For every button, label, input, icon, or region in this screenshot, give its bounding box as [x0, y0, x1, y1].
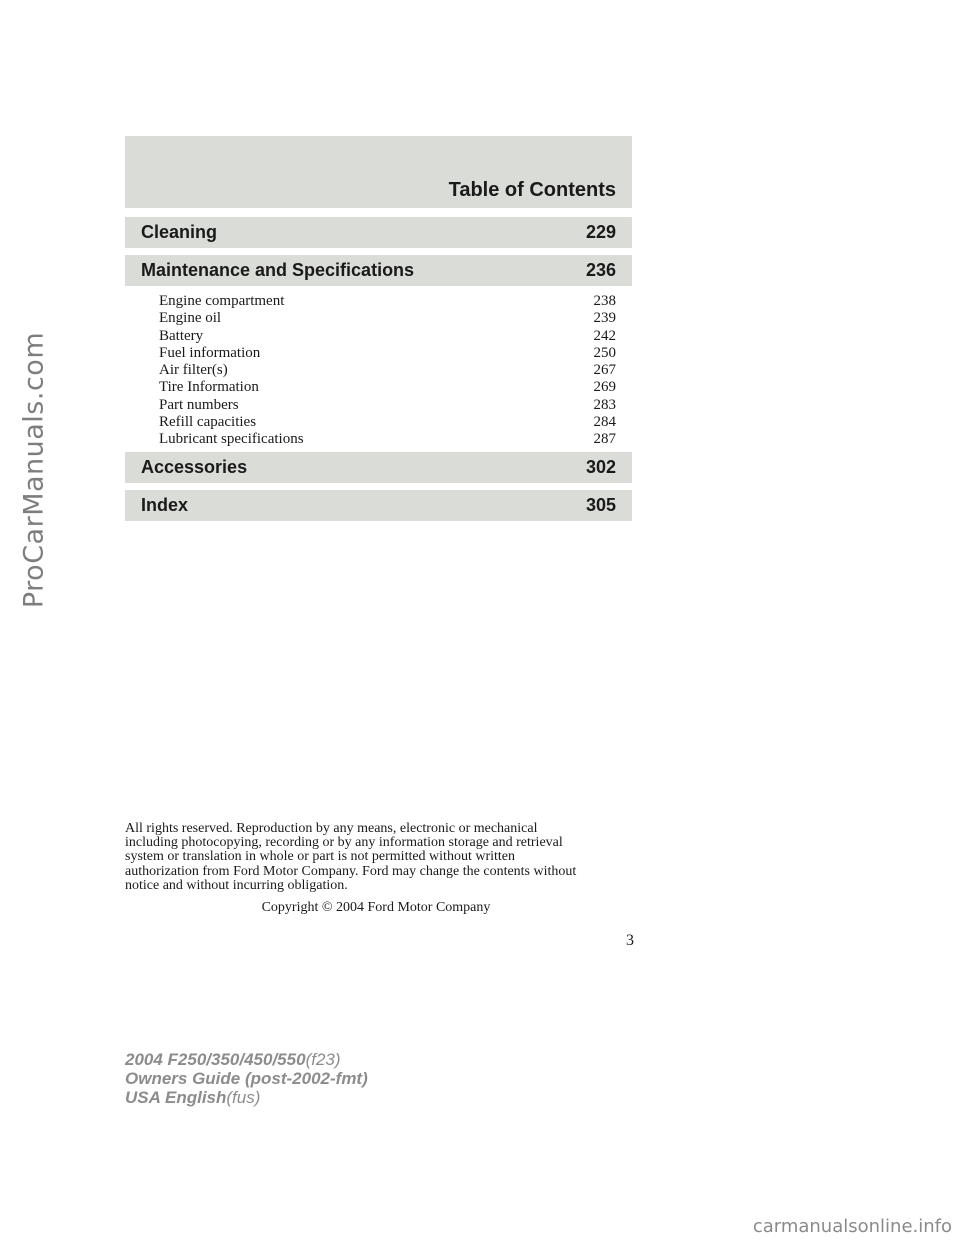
toc-subentry[interactable]	[159, 379, 616, 396]
toc-subentry-label: Part numbers	[159, 396, 239, 413]
footer-language-code: (fus)	[226, 1088, 261, 1107]
toc-subentry-page: 287	[593, 431, 616, 448]
toc-entry-page: 229	[585, 222, 616, 242]
toc-entry-cleaning[interactable]	[125, 217, 632, 248]
toc-subentry-page: 284	[593, 414, 616, 431]
copyright-line: Copyright © 2004 Ford Motor Company	[261, 900, 491, 915]
toc-entry-label: Accessories	[141, 457, 248, 477]
toc-subentry-label: Engine compartment	[159, 293, 285, 309]
toc-entry-accessories[interactable]	[125, 452, 632, 483]
side-watermark-text: ProCarManuals.com	[18, 331, 50, 609]
toc-header	[125, 136, 632, 208]
toc-entry-page: 302	[585, 457, 616, 477]
maintenance-subentries	[159, 293, 616, 449]
toc-entry-page: 305	[585, 495, 616, 515]
toc-subentry-label: Refill capacities	[159, 414, 257, 431]
toc-subentry-label: Engine oil	[159, 310, 222, 327]
footer-line-guide	[125, 1069, 368, 1088]
rights-line: including photocopying, recording or by any information storage and retrieval	[125, 835, 563, 851]
footer-line-language	[125, 1088, 368, 1107]
toc-subentry[interactable]	[159, 414, 616, 431]
footer-guide: Owners Guide (post-2002-fmt)	[125, 1069, 368, 1088]
footer-line-model	[125, 1050, 368, 1069]
toc-entry-index[interactable]	[125, 490, 632, 521]
toc-entry-maintenance[interactable]	[125, 255, 632, 286]
toc-subentry-label: Lubricant specifications	[159, 431, 304, 448]
toc-subentry[interactable]	[159, 362, 616, 379]
toc-entry-label: Maintenance and Specifications	[141, 260, 415, 280]
footer-model: 2004 F250/350/450/550	[125, 1050, 306, 1069]
rights-line: system or translation in whole or part is not permitted without written	[125, 849, 515, 865]
toc-subentry-page: 239	[593, 310, 616, 327]
rights-line: notice and without incurring obligation.	[125, 877, 348, 893]
toc-subentry[interactable]	[159, 310, 616, 327]
toc-subentry-label: Battery	[159, 327, 204, 344]
toc-entry-label: Cleaning	[141, 222, 218, 242]
page-number: 3	[626, 932, 634, 949]
footer-model-code: (f23)	[305, 1050, 341, 1069]
toc-subentry[interactable]	[159, 328, 616, 345]
toc-subentry-label: Air filter(s)	[159, 362, 228, 379]
toc-subentry-page: 267	[593, 362, 616, 379]
toc-subentry-page: 242	[593, 327, 616, 344]
toc-entry-page: 236	[585, 260, 616, 280]
rights-line: All rights reserved. Reproduction by any means, electronic or mechanical	[125, 821, 538, 836]
document-footer	[125, 1050, 368, 1107]
toc-subentry-label: Fuel information	[159, 344, 261, 361]
rights-line: authorization from Ford Motor Company. Ford may change the contents without	[125, 863, 577, 879]
bottom-watermark: carmanualsonline.info	[752, 1216, 952, 1237]
toc-subentry-page: 269	[593, 379, 616, 396]
toc-entry-label: Index	[141, 495, 189, 515]
toc-subentry-page: 250	[593, 344, 616, 361]
page-title: Table of Contents	[448, 179, 616, 201]
toc-subentry[interactable]	[159, 397, 616, 414]
rights-notice	[125, 822, 635, 893]
side-watermark	[6, 170, 62, 770]
toc-subentry-page: 283	[593, 396, 616, 413]
toc-subentry-page: 238	[593, 293, 616, 309]
toc-subentry[interactable]	[159, 345, 616, 362]
toc-subentry[interactable]	[159, 293, 616, 310]
footer-language: USA English	[125, 1088, 227, 1107]
toc-subentry[interactable]	[159, 431, 616, 448]
toc-subentry-label: Tire Information	[159, 379, 259, 396]
